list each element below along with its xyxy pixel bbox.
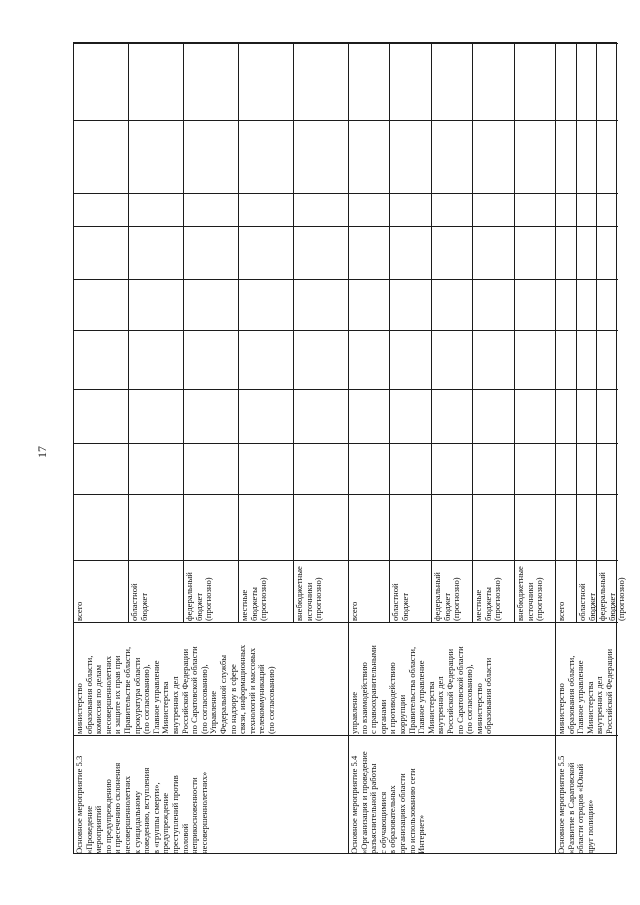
value-cell: [129, 279, 184, 330]
value-cell: [597, 389, 618, 443]
value-cell: [556, 443, 577, 494]
value-cell: [432, 279, 473, 330]
value-cell: [74, 330, 129, 389]
value-cell: [556, 389, 577, 443]
funding-source-cell: [184, 560, 239, 622]
value-cell: [129, 43, 184, 120]
text-line: и противодействию: [387, 662, 398, 734]
text-line: (прогнозно): [313, 577, 324, 621]
value-cell: [349, 193, 390, 226]
value-cell: [294, 494, 349, 560]
text-line: мероприятий: [93, 805, 104, 854]
text-line: Федеральной службы: [217, 655, 228, 734]
funding-source-cell: [129, 560, 184, 622]
text-line: образования области,: [83, 655, 94, 734]
value-cell: [556, 193, 577, 226]
text-line: федеральный: [184, 572, 194, 621]
text-line: Министерства: [584, 681, 595, 734]
value-cell: [432, 443, 473, 494]
text-line: министерство: [74, 683, 84, 734]
value-cell: [239, 494, 294, 560]
value-cell: [473, 226, 514, 279]
value-cell: [515, 43, 556, 120]
executors-cell: [349, 622, 556, 735]
value-cell: [473, 494, 514, 560]
text-line: (по согласованию),: [198, 664, 209, 734]
value-cell: [432, 389, 473, 443]
text-line: с обучающимися: [377, 791, 388, 854]
value-cell: [432, 226, 473, 279]
value-cell: [515, 120, 556, 193]
value-cell: [473, 279, 514, 330]
value-cell: [577, 193, 598, 226]
value-cell: [556, 279, 577, 330]
value-cell: [129, 389, 184, 443]
value-cell: [184, 443, 239, 494]
text-line: федеральный: [597, 572, 608, 621]
text-line: Российской Федерации: [179, 648, 190, 734]
value-cell: [390, 330, 431, 389]
executors-cell: [556, 622, 618, 735]
text-line: технологий и массовых: [246, 648, 257, 734]
text-line: разъяснительной работы: [368, 763, 379, 854]
value-cell: [515, 494, 556, 560]
value-cell: [184, 330, 239, 389]
funding-source-cell: [515, 560, 556, 622]
value-cell: [390, 389, 431, 443]
value-cell: [239, 120, 294, 193]
value-cell: [473, 443, 514, 494]
measure-title-cell: [74, 735, 349, 855]
text-line: местные: [239, 589, 249, 621]
text-line: внутренних дел: [594, 676, 605, 734]
text-line: бюджеты: [482, 587, 493, 621]
text-line: местные: [473, 589, 484, 621]
value-cell: [473, 193, 514, 226]
value-cell: [294, 193, 349, 226]
value-cell: [349, 389, 390, 443]
text-line: по взаимодействию: [358, 662, 369, 734]
value-cell: [577, 494, 598, 560]
text-line: Министерства: [160, 681, 171, 734]
text-line: бюджет: [441, 592, 452, 621]
text-line: министерство: [556, 683, 566, 734]
funding-source-cell: [597, 560, 627, 622]
value-cell: [239, 226, 294, 279]
value-cell: [349, 443, 390, 494]
text-line: внутренних дел: [435, 676, 446, 734]
value-cell: [432, 330, 473, 389]
value-cell: [349, 226, 390, 279]
measure-title-cell: [556, 735, 618, 855]
value-cell: [294, 226, 349, 279]
text-line: (прогнозно): [258, 577, 269, 621]
value-cell: [515, 389, 556, 443]
value-cell: [577, 226, 598, 279]
text-line: Российской Федерации: [444, 648, 455, 734]
text-line: бюджет: [399, 592, 410, 621]
text-line: Правительства области,: [406, 646, 417, 734]
text-line: всего: [556, 601, 566, 621]
funding-source-cell: [239, 560, 294, 622]
value-cell: [597, 330, 618, 389]
text-line: Министерства: [425, 681, 436, 734]
text-line: Основное мероприятие 5.4: [349, 755, 359, 854]
value-cell: [239, 43, 294, 120]
value-cell: [390, 43, 431, 120]
text-line: по использованию сети: [406, 768, 417, 854]
value-cell: [432, 193, 473, 226]
value-cell: [556, 494, 577, 560]
value-cell: [597, 279, 618, 330]
text-line: к суицидальному: [131, 790, 142, 854]
text-line: управление: [349, 691, 359, 734]
text-line: «Проведение: [83, 805, 94, 854]
text-line: комиссия по делам: [93, 664, 104, 734]
text-line: областной: [576, 583, 587, 621]
value-cell: [473, 389, 514, 443]
text-line: предупреждение: [160, 792, 171, 854]
value-cell: [390, 443, 431, 494]
value-cell: [129, 494, 184, 560]
text-line: бюджет: [193, 592, 204, 621]
text-line: бюджет: [606, 592, 617, 621]
text-line: «Организация и проведение: [358, 751, 369, 854]
text-line: по предупреждению: [102, 779, 113, 854]
text-line: (прогнозно): [533, 577, 544, 621]
value-cell: [294, 389, 349, 443]
funding-source-cell: [390, 560, 431, 622]
text-line: областной: [390, 583, 401, 621]
text-line: по Саратовской области: [454, 646, 465, 734]
value-cell: [74, 193, 129, 226]
text-line: (по согласованию),: [464, 664, 475, 734]
value-cell: [239, 279, 294, 330]
value-cell: [239, 389, 294, 443]
text-line: всего: [74, 601, 84, 621]
value-cell: [515, 226, 556, 279]
text-line: Главное управление: [416, 660, 427, 734]
value-cell: [390, 120, 431, 193]
value-cell: [74, 443, 129, 494]
text-line: Основное мероприятие 5.5: [556, 755, 566, 854]
text-line: Главное управление: [150, 660, 161, 734]
value-cell: [294, 330, 349, 389]
funding-source-cell: [577, 560, 598, 622]
text-line: несовершеннолетних: [121, 775, 132, 854]
value-cell: [515, 279, 556, 330]
value-cell: [129, 330, 184, 389]
value-cell: [390, 494, 431, 560]
value-cell: [129, 226, 184, 279]
funding-source-cell: [432, 560, 473, 622]
text-line: источники: [303, 582, 314, 621]
value-cell: [129, 193, 184, 226]
funding-source-cell: [473, 560, 514, 622]
measure-title-cell: [349, 735, 556, 855]
text-line: Управление: [208, 690, 219, 734]
value-cell: [390, 193, 431, 226]
text-line: по Саратовской области: [189, 646, 200, 734]
text-line: телекоммуникаций: [256, 664, 267, 734]
value-cell: [184, 120, 239, 193]
value-cell: [74, 494, 129, 560]
text-line: внебюджетные: [294, 566, 304, 621]
text-line: министерство: [473, 683, 484, 734]
value-cell: [74, 226, 129, 279]
measure-row: [556, 43, 627, 854]
value-cell: [577, 389, 598, 443]
text-line: половой: [179, 823, 190, 854]
value-cell: [515, 193, 556, 226]
executors-cell: [74, 622, 349, 735]
value-cell: [556, 226, 577, 279]
text-line: Основное мероприятие 5.3: [74, 755, 84, 854]
text-line: по надзору в сфере: [227, 664, 238, 734]
value-cell: [597, 43, 618, 120]
value-cell: [294, 279, 349, 330]
value-cell: [597, 443, 618, 494]
text-line: области отрядов «Юный: [575, 763, 586, 854]
text-line: в образовательных: [387, 785, 398, 854]
value-cell: [239, 193, 294, 226]
text-line: несовершеннолетних: [102, 655, 113, 734]
funding-source-cell: [556, 560, 577, 622]
text-line: Интернет»: [416, 814, 427, 854]
value-cell: [294, 43, 349, 120]
value-cell: [597, 494, 618, 560]
text-line: поведению, вступления: [141, 767, 152, 854]
funding-source-cell: [294, 560, 349, 622]
text-line: внебюджетные: [514, 566, 525, 621]
text-line: (прогнозно): [616, 577, 627, 621]
value-cell: [577, 120, 598, 193]
text-line: источники: [524, 582, 535, 621]
value-cell: [74, 120, 129, 193]
value-cell: [515, 443, 556, 494]
text-line: прокуратура области: [131, 657, 142, 734]
text-line: федеральный: [431, 572, 442, 621]
value-cell: [577, 43, 598, 120]
text-line: «Развитие в Саратовской: [565, 762, 576, 854]
text-line: и пресечению склонения: [112, 762, 123, 854]
text-line: Правительстве области,: [121, 646, 132, 734]
text-line: организациях области: [396, 773, 407, 854]
value-cell: [432, 43, 473, 120]
text-line: и защите их прав при: [112, 655, 123, 734]
value-cell: [294, 443, 349, 494]
value-cell: [473, 43, 514, 120]
value-cell: [577, 443, 598, 494]
text-line: преступлений против: [169, 775, 180, 854]
funding-source-cell: [349, 560, 390, 622]
value-cell: [294, 120, 349, 193]
value-cell: [556, 330, 577, 389]
text-line: органами: [377, 699, 388, 734]
text-line: (по согласованию): [265, 666, 276, 734]
value-cell: [184, 193, 239, 226]
value-cell: [597, 120, 618, 193]
value-cell: [349, 494, 390, 560]
value-cell: [390, 226, 431, 279]
text-line: (прогнозно): [492, 577, 503, 621]
value-cell: [74, 279, 129, 330]
text-line: (прогнозно): [450, 577, 461, 621]
value-cell: [515, 330, 556, 389]
text-line: (прогнозно): [203, 577, 214, 621]
text-line: бюджет: [586, 592, 597, 621]
text-line: внутренних дел: [169, 676, 180, 734]
page-number: 17: [34, 446, 49, 458]
text-line: всего: [349, 601, 359, 621]
text-line: в «группы смерти»,: [150, 782, 161, 854]
text-line: образования области,: [565, 655, 576, 734]
value-cell: [432, 494, 473, 560]
value-cell: [74, 43, 129, 120]
funding-source-cell: [74, 560, 129, 622]
measure-row: [74, 43, 349, 853]
text-line: связи, информационных: [237, 644, 248, 734]
text-line: бюджет: [138, 592, 149, 621]
text-line: несовершеннолетних»: [198, 771, 209, 854]
value-cell: [74, 389, 129, 443]
value-cell: [184, 389, 239, 443]
text-line: коррупции: [396, 694, 407, 734]
value-cell: [597, 226, 618, 279]
value-cell: [473, 120, 514, 193]
measure-row: [349, 43, 556, 853]
value-cell: [129, 120, 184, 193]
value-cell: [577, 279, 598, 330]
value-cell: [556, 120, 577, 193]
value-cell: [239, 443, 294, 494]
value-cell: [556, 43, 577, 120]
text-line: Российской Федерации: [603, 648, 614, 734]
value-cell: [390, 279, 431, 330]
text-line: областной: [129, 583, 139, 621]
value-cell: [349, 120, 390, 193]
text-line: (по согласованию),: [141, 664, 152, 734]
value-cell: [129, 443, 184, 494]
text-line: образования области: [483, 657, 494, 734]
value-cell: [184, 279, 239, 330]
value-cell: [349, 279, 390, 330]
value-cell: [432, 120, 473, 193]
text-line: бюджеты: [248, 587, 259, 621]
value-cell: [184, 43, 239, 120]
value-cell: [184, 226, 239, 279]
value-cell: [577, 330, 598, 389]
text-line: друг полиции»: [584, 799, 595, 854]
value-cell: [239, 330, 294, 389]
text-line: с правоохранительными: [368, 645, 379, 734]
value-cell: [473, 330, 514, 389]
value-cell: [184, 494, 239, 560]
value-cell: [597, 193, 618, 226]
text-line: Главное управление: [575, 660, 586, 734]
value-cell: [349, 43, 390, 120]
text-line: неприкосновенности: [189, 777, 200, 854]
value-cell: [349, 330, 390, 389]
program-measures-table: [73, 42, 627, 854]
